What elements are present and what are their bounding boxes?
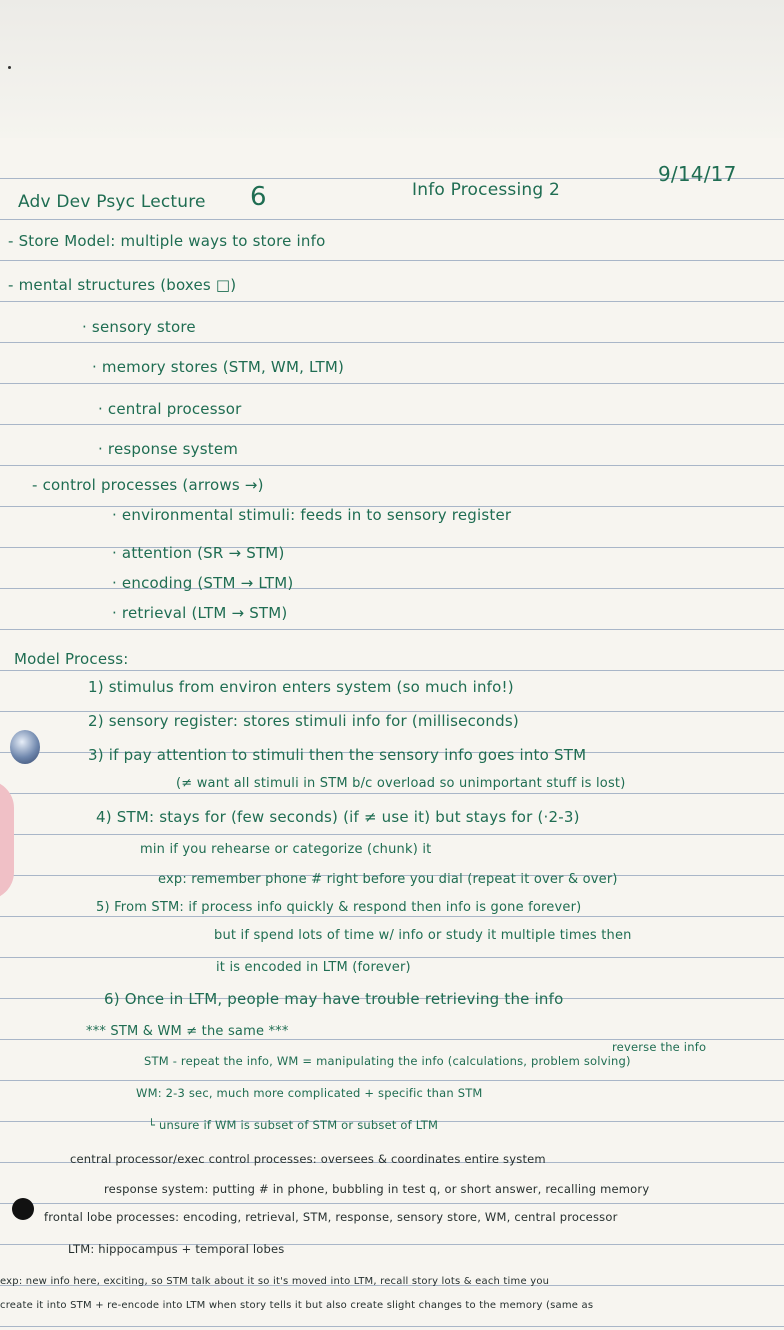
note-line: 1) stimulus from environ enters system (so much info!) bbox=[88, 678, 514, 696]
binder-hole bbox=[12, 1198, 34, 1220]
note-line: · response system bbox=[98, 440, 239, 458]
note-line: · sensory store bbox=[82, 318, 196, 336]
note-line: · memory stores (STM, WM, LTM) bbox=[92, 358, 345, 376]
pen-mark bbox=[8, 66, 11, 69]
note-line: - control processes (arrows →) bbox=[32, 476, 264, 494]
note-line: STM - repeat the info, WM = manipulating the info (calculations, problem solving) bbox=[144, 1054, 631, 1068]
note-line: └ unsure if WM is subset of STM or subset of LTM bbox=[148, 1118, 439, 1132]
note-line: exp: remember phone # right before you dial (repeat it over & over) bbox=[158, 872, 618, 887]
note-line: 6) Once in LTM, people may have trouble retrieving the info bbox=[104, 990, 564, 1008]
note-line: 2) sensory register: stores stimuli info for (milliseconds) bbox=[88, 712, 519, 730]
page-top-margin bbox=[0, 0, 784, 138]
note-line: it is encoded in LTM (forever) bbox=[216, 960, 411, 975]
course-title: Adv Dev Psyc Lecture bbox=[18, 192, 206, 212]
emphasis-line: *** STM & WM ≠ the same *** bbox=[86, 1024, 289, 1039]
note-line: 3) if pay attention to stimuli then the sensory info goes into STM bbox=[88, 746, 587, 764]
lecture-topic: Info Processing 2 bbox=[412, 180, 560, 200]
note-line: · environmental stimuli: feeds in to sensory register bbox=[112, 506, 512, 524]
lecture-number: 6 bbox=[250, 182, 267, 212]
note-line: LTM: hippocampus + temporal lobes bbox=[68, 1242, 285, 1256]
note-line: · retrieval (LTM → STM) bbox=[112, 604, 288, 622]
note-line: min if you rehearse or categorize (chunk) it bbox=[140, 842, 432, 857]
note-line: WM: 2-3 sec, much more complicated + specific than STM bbox=[136, 1086, 483, 1100]
note-line: exp: new info here, exciting, so STM talk about it so it's moved into LTM, recall story lots & each time you bbox=[0, 1276, 550, 1287]
note-line: · central processor bbox=[98, 400, 242, 418]
note-line: 4) STM: stays for (few seconds) (if ≠ use it) but stays for (·2-3) bbox=[96, 808, 580, 826]
note-line: - Store Model: multiple ways to store info bbox=[8, 232, 326, 250]
section-heading: Model Process: bbox=[14, 650, 129, 668]
note-line: create it into STM + re-encode into LTM when story tells it but also create slight changes to the memory (same as bbox=[0, 1300, 594, 1311]
note-line: - mental structures (boxes □) bbox=[8, 276, 237, 294]
note-line: frontal lobe processes: encoding, retrieval, STM, response, sensory store, WM, central processor bbox=[44, 1210, 618, 1224]
note-line: 5) From STM: if process info quickly & respond then info is gone forever) bbox=[96, 900, 582, 915]
annotation: reverse the info bbox=[612, 1040, 707, 1054]
marble-object bbox=[10, 730, 40, 764]
note-line: but if spend lots of time w/ info or study it multiple times then bbox=[214, 928, 632, 943]
note-line: central processor/exec control processes: oversees & coordinates entire system bbox=[70, 1152, 546, 1166]
note-line: · attention (SR → STM) bbox=[112, 544, 285, 562]
note-line: (≠ want all stimuli in STM b/c overload so unimportant stuff is lost) bbox=[176, 776, 626, 791]
note-line: · encoding (STM → LTM) bbox=[112, 574, 294, 592]
pink-object-edge bbox=[0, 780, 14, 900]
lecture-date: 9/14/17 bbox=[658, 162, 737, 186]
note-line: response system: putting # in phone, bubbling in test q, or short answer, recalling memory bbox=[104, 1182, 650, 1196]
